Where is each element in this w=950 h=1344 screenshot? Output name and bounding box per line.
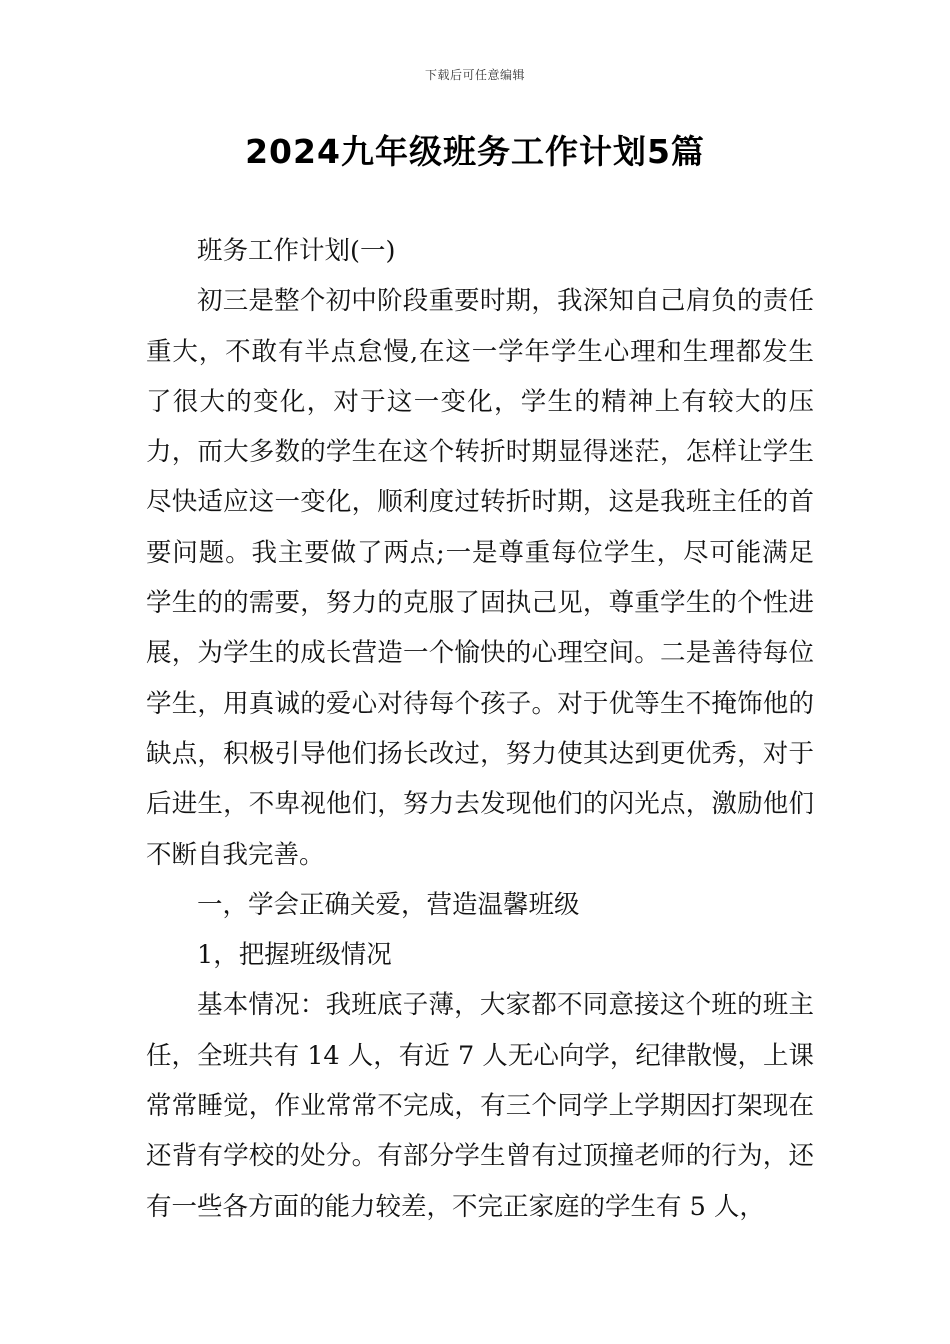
document-body <box>146 226 814 1232</box>
body-paragraph: 基本情况：我班底子薄，大家都不同意接这个班的班主任，全班共有 14 人，有近 7 人无心向学，纪律散慢，上课常常睡觉，作业常常不完成，有三个同学上学期因打架现在还背有学校的处分。有部分学生曾有过顶撞老师的行为，还有一些各方面的能力较差，不完正家庭的学生有 5 人， <box>146 990 814 1222</box>
numbered-heading: 1，把握班级情况 <box>197 940 392 971</box>
body-paragraph: 初三是整个初中阶段重要时期，我深知自己肩负的责任重大，不敢有半点怠慢,在这一学年学生心理和生理都发生了很大的变化，对于这一变化，学生的精神上有较大的压力，而大多数的学生在这个转折时期显得迷茫，怎样让学生尽快适应这一变化，顺利度过转折时期，这是我班主任的首要问题。我主要做了两点;一是尊重每位学生，尽可能满足学生的的需要，努力的克服了固执己见，尊重学生的个性进展，为学生的成长营造一个愉快的心理空间。二是善待每位学生，用真诚的爱心对待每个孩子。对于优等生不掩饰他的缺点，积极引导他们扬长改过，努力使其达到更优秀，对于后进生，不卑视他们，努力去发现他们的闪光点，激励他们不断自我完善。 <box>146 286 814 870</box>
section-heading: 班务工作计划(一) <box>197 236 396 266</box>
subsection-heading: 一，学会正确关爱，营造温馨班级 <box>197 889 580 920</box>
document-title: 2024九年级班务工作计划5篇 <box>245 132 705 171</box>
header-note: 下载后可任意编辑 <box>424 68 525 82</box>
